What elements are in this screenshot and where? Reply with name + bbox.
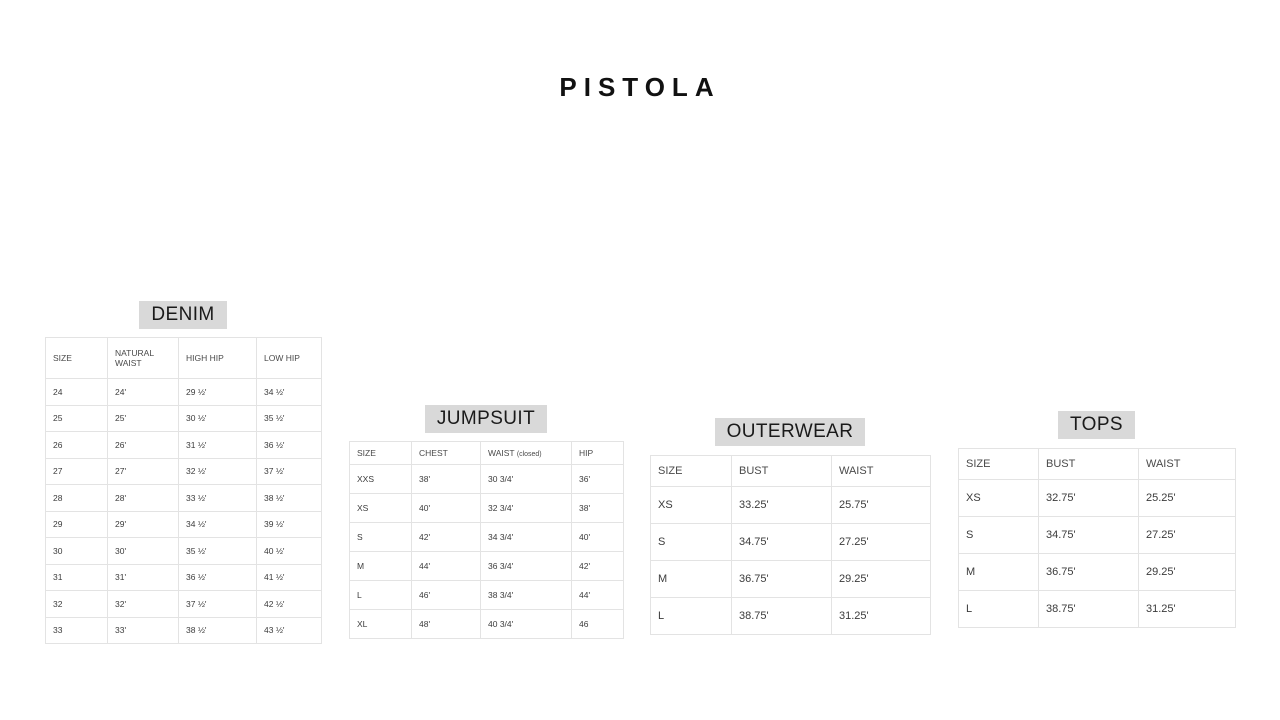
size-chart-tops xyxy=(958,411,1235,628)
table-row xyxy=(350,494,624,523)
cell-low-hip: 39 ½' xyxy=(257,511,322,538)
column-header: SIZE xyxy=(46,338,108,379)
cell-hip: 44' xyxy=(572,581,624,610)
cell-low-hip: 37 ½' xyxy=(257,458,322,485)
cell-waist-closed: 32 3/4' xyxy=(481,494,572,523)
cell-hip: 46 xyxy=(572,610,624,639)
cell-bust: 32.75' xyxy=(1039,480,1139,517)
cell-size: M xyxy=(651,561,732,598)
table-header-row xyxy=(46,338,322,379)
brand-logo: PISTOLA xyxy=(559,72,721,102)
cell-natural-waist: 29' xyxy=(108,511,179,538)
cell-natural-waist: 31' xyxy=(108,564,179,591)
cell-size: L xyxy=(651,598,732,635)
cell-chest: 48' xyxy=(412,610,481,639)
cell-size: XS xyxy=(959,480,1039,517)
table-row xyxy=(959,554,1236,591)
column-header: HIGH HIP xyxy=(179,338,257,379)
cell-hip: 36' xyxy=(572,465,624,494)
column-header: CHEST xyxy=(412,442,481,465)
cell-chest: 46' xyxy=(412,581,481,610)
cell-size: 24 xyxy=(46,379,108,406)
table-row xyxy=(46,485,322,512)
cell-size: XL xyxy=(350,610,412,639)
cell-low-hip: 34 ½' xyxy=(257,379,322,406)
cell-hip: 38' xyxy=(572,494,624,523)
denim-title-row xyxy=(45,301,321,329)
cell-size: XS xyxy=(651,487,732,524)
denim-table xyxy=(45,337,322,644)
cell-natural-waist: 28' xyxy=(108,485,179,512)
cell-size: 25 xyxy=(46,405,108,432)
column-header: SIZE xyxy=(350,442,412,465)
table-row xyxy=(651,524,931,561)
cell-size: XXS xyxy=(350,465,412,494)
column-header: SIZE xyxy=(651,456,732,487)
cell-waist: 25.75' xyxy=(832,487,931,524)
cell-size: L xyxy=(350,581,412,610)
table-row xyxy=(959,591,1236,628)
cell-waist-closed: 36 3/4' xyxy=(481,552,572,581)
table-row xyxy=(350,465,624,494)
tops-title-row xyxy=(958,411,1235,439)
cell-size: 31 xyxy=(46,564,108,591)
tops-table xyxy=(958,448,1236,628)
table-row xyxy=(46,564,322,591)
cell-size: S xyxy=(651,524,732,561)
cell-chest: 38' xyxy=(412,465,481,494)
cell-high-hip: 34 ½' xyxy=(179,511,257,538)
size-chart-jumpsuit xyxy=(349,405,623,639)
cell-bust: 36.75' xyxy=(1039,554,1139,591)
cell-size: M xyxy=(959,554,1039,591)
table-row xyxy=(651,598,931,635)
cell-high-hip: 32 ½' xyxy=(179,458,257,485)
cell-waist: 29.25' xyxy=(1139,554,1236,591)
cell-low-hip: 42 ½' xyxy=(257,591,322,618)
cell-high-hip: 36 ½' xyxy=(179,564,257,591)
cell-size: 27 xyxy=(46,458,108,485)
cell-size: 33 xyxy=(46,617,108,644)
cell-hip: 42' xyxy=(572,552,624,581)
column-header: HIP xyxy=(572,442,624,465)
size-chart-outerwear xyxy=(650,418,930,635)
table-row xyxy=(350,523,624,552)
cell-chest: 40' xyxy=(412,494,481,523)
outerwear-table xyxy=(650,455,931,635)
table-row xyxy=(46,511,322,538)
cell-high-hip: 35 ½' xyxy=(179,538,257,565)
table-row xyxy=(46,538,322,565)
cell-high-hip: 30 ½' xyxy=(179,405,257,432)
cell-low-hip: 43 ½' xyxy=(257,617,322,644)
cell-bust: 38.75' xyxy=(1039,591,1139,628)
table-header-row xyxy=(959,449,1236,480)
cell-chest: 42' xyxy=(412,523,481,552)
cell-waist: 31.25' xyxy=(1139,591,1236,628)
cell-bust: 33.25' xyxy=(732,487,832,524)
table-row xyxy=(46,458,322,485)
section-title-denim: DENIM xyxy=(139,301,226,329)
cell-waist-closed: 38 3/4' xyxy=(481,581,572,610)
cell-low-hip: 40 ½' xyxy=(257,538,322,565)
table-row xyxy=(350,610,624,639)
cell-size: XS xyxy=(350,494,412,523)
table-row xyxy=(959,480,1236,517)
cell-waist-closed: 30 3/4' xyxy=(481,465,572,494)
cell-high-hip: 29 ½' xyxy=(179,379,257,406)
cell-size: S xyxy=(959,517,1039,554)
cell-natural-waist: 30' xyxy=(108,538,179,565)
table-row xyxy=(46,379,322,406)
cell-high-hip: 33 ½' xyxy=(179,485,257,512)
cell-low-hip: 41 ½' xyxy=(257,564,322,591)
cell-high-hip: 38 ½' xyxy=(179,617,257,644)
column-header: WAIST (closed) xyxy=(481,442,572,465)
cell-bust: 34.75' xyxy=(1039,517,1139,554)
cell-waist: 29.25' xyxy=(832,561,931,598)
cell-low-hip: 35 ½' xyxy=(257,405,322,432)
cell-size: L xyxy=(959,591,1039,628)
section-title-jumpsuit: JUMPSUIT xyxy=(425,405,547,433)
cell-high-hip: 31 ½' xyxy=(179,432,257,459)
cell-bust: 38.75' xyxy=(732,598,832,635)
table-header-row xyxy=(651,456,931,487)
cell-natural-waist: 26' xyxy=(108,432,179,459)
cell-waist: 25.25' xyxy=(1139,480,1236,517)
cell-size: 30 xyxy=(46,538,108,565)
cell-size: 28 xyxy=(46,485,108,512)
table-row xyxy=(350,552,624,581)
column-header: BUST xyxy=(1039,449,1139,480)
cell-size: 26 xyxy=(46,432,108,459)
column-header: NATURAL WAIST xyxy=(108,338,179,379)
cell-size: 29 xyxy=(46,511,108,538)
cell-low-hip: 36 ½' xyxy=(257,432,322,459)
jumpsuit-table xyxy=(349,441,624,639)
column-header: LOW HIP xyxy=(257,338,322,379)
table-row xyxy=(46,405,322,432)
cell-low-hip: 38 ½' xyxy=(257,485,322,512)
cell-natural-waist: 32' xyxy=(108,591,179,618)
cell-hip: 40' xyxy=(572,523,624,552)
column-header: WAIST xyxy=(832,456,931,487)
cell-natural-waist: 24' xyxy=(108,379,179,406)
column-header: SIZE xyxy=(959,449,1039,480)
cell-waist-closed: 40 3/4' xyxy=(481,610,572,639)
cell-waist-closed: 34 3/4' xyxy=(481,523,572,552)
table-row xyxy=(46,432,322,459)
cell-waist: 27.25' xyxy=(1139,517,1236,554)
outerwear-title-row xyxy=(650,418,930,446)
column-header: BUST xyxy=(732,456,832,487)
section-title-tops: TOPS xyxy=(1058,411,1135,439)
cell-natural-waist: 25' xyxy=(108,405,179,432)
column-header: WAIST xyxy=(1139,449,1236,480)
table-row xyxy=(959,517,1236,554)
table-row xyxy=(46,591,322,618)
cell-waist: 27.25' xyxy=(832,524,931,561)
table-row xyxy=(651,561,931,598)
table-row xyxy=(350,581,624,610)
cell-natural-waist: 27' xyxy=(108,458,179,485)
cell-size: 32 xyxy=(46,591,108,618)
cell-size: M xyxy=(350,552,412,581)
cell-high-hip: 37 ½' xyxy=(179,591,257,618)
jumpsuit-title-row xyxy=(349,405,623,433)
size-chart-denim xyxy=(45,301,321,644)
table-header-row xyxy=(350,442,624,465)
cell-bust: 34.75' xyxy=(732,524,832,561)
cell-bust: 36.75' xyxy=(732,561,832,598)
cell-waist: 31.25' xyxy=(832,598,931,635)
section-title-outerwear: OUTERWEAR xyxy=(715,418,866,446)
cell-chest: 44' xyxy=(412,552,481,581)
cell-size: S xyxy=(350,523,412,552)
table-row xyxy=(651,487,931,524)
cell-natural-waist: 33' xyxy=(108,617,179,644)
table-row xyxy=(46,617,322,644)
